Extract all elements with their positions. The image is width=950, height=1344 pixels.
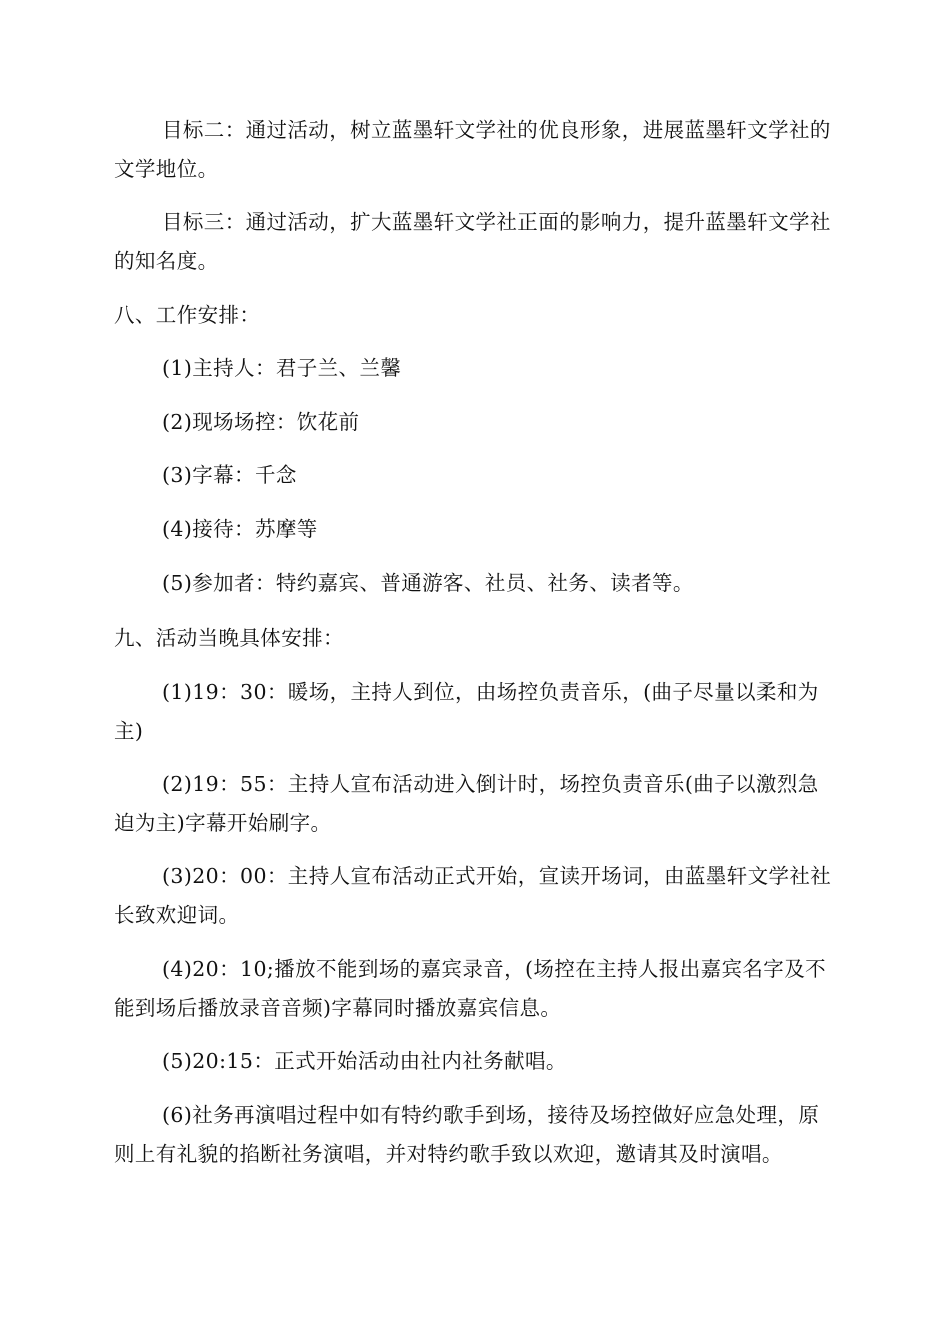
list-item-reception: (4)接待：苏摩等 [162,517,318,541]
schedule-item-2000: (3)20：00：主持人宣布活动正式开始，宣读开场词，由蓝墨轩文学社社长致欢迎词。 [114,864,832,927]
section-heading-work-arrangement: 八、工作安排： [114,303,261,327]
section-heading-evening-schedule: 九、活动当晚具体安排： [114,626,344,650]
schedule-item-2015: (5)20:15：正式开始活动由社内社务献唱。 [162,1049,567,1073]
list-item-field-control: (2)现场场控：饮花前 [162,410,360,434]
list-item-host: (1)主持人：君子兰、兰馨 [162,356,402,380]
schedule-item-2010: (4)20：10;播放不能到场的嘉宾录音，(场控在主持人报出嘉宾名字及不能到场后播放录音音频)字幕同时播放嘉宾信息。 [114,957,827,1020]
list-item-subtitles: (3)字幕：千念 [162,463,297,487]
schedule-item-1955: (2)19：55：主持人宣布活动进入倒计时，场控负责音乐(曲子以激烈急迫为主)字幕开始刷字。 [114,772,819,835]
list-item-participants: (5)参加者：特约嘉宾、普通游客、社员、社务、读者等。 [162,571,694,595]
schedule-item-contingency: (6)社务再演唱过程中如有特约歌手到场，接待及场控做好应急处理，原则上有礼貌的掐断社务演唱，并对特约歌手致以欢迎，邀请其及时演唱。 [114,1103,820,1166]
schedule-item-1930: (1)19：30：暖场，主持人到位，由场控负责音乐，(曲子尽量以柔和为主) [114,680,819,743]
paragraph-goal-two: 目标二：通过活动，树立蓝墨轩文学社的优良形象，进展蓝墨轩文学社的文学地位。 [114,118,831,181]
paragraph-goal-three: 目标三：通过活动，扩大蓝墨轩文学社正面的影响力，提升蓝墨轩文学社的知名度。 [114,210,831,273]
